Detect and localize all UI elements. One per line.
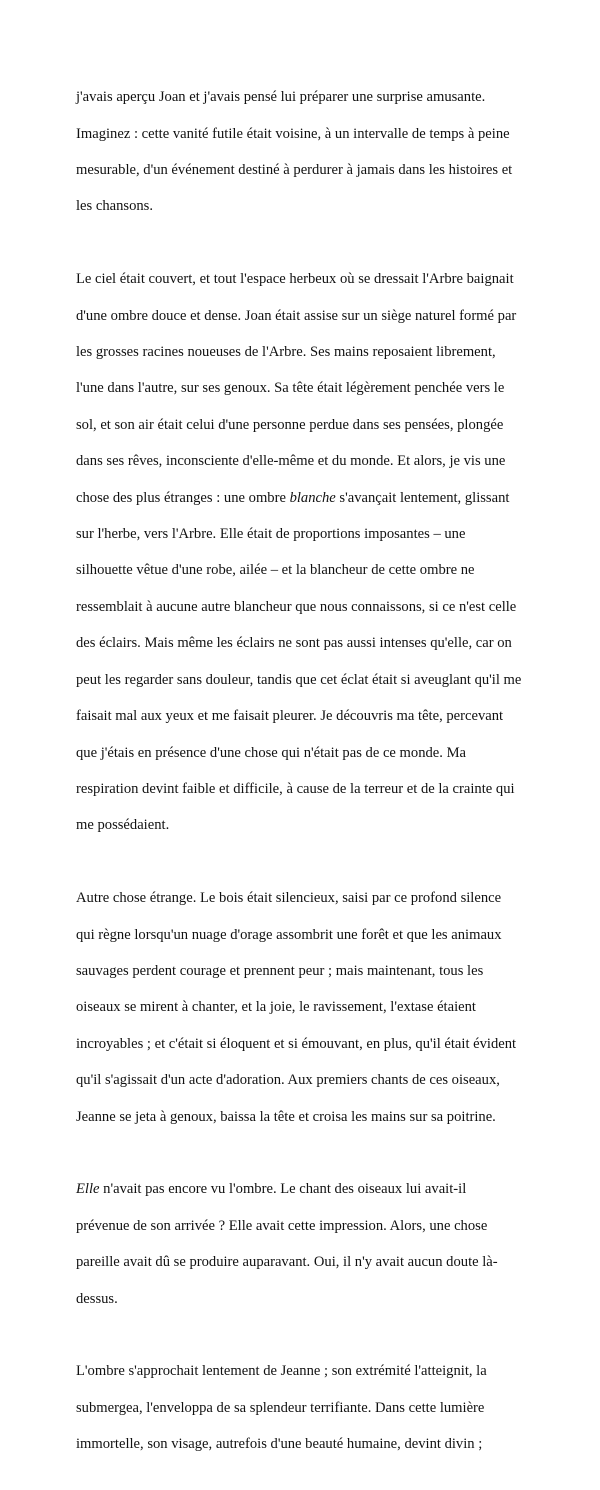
paragraph-2 (76, 252, 536, 853)
text-line: les chansons. (76, 198, 154, 215)
paragraph-4 (76, 1162, 536, 1326)
text-line: Le ciel était couvert, et tout l'espace herbeux où se dressait l'Arbre baignait (76, 271, 514, 288)
text-line: prévenue de son arrivée ? Elle avait cette impression. Alors, une chose (76, 1217, 488, 1234)
text-line: dessus. (76, 1290, 118, 1307)
text-line: des éclairs. Mais même les éclairs ne sont pas aussi intenses qu'elle, car on (76, 635, 512, 652)
text-line: sol, et son air était celui d'une personne perdue dans ses pensées, plongée (76, 416, 504, 433)
text-line: j'avais aperçu Joan et j'avais pensé lui préparer une surprise amusante. (76, 89, 486, 106)
text-line: dans ses rêves, inconsciente d'elle-même et du monde. Et alors, je vis une (76, 453, 506, 470)
text-line: Autre chose étrange. Le bois était silencieux, saisi par ce profond silence (76, 890, 502, 907)
text-line: faisait mal aux yeux et me faisait pleurer. Je découvris ma tête, percevant (76, 708, 504, 725)
text-line: les grosses racines noueuses de l'Arbre. Ses mains reposaient librement, (76, 344, 496, 361)
text-line: qu'il s'agissait d'un acte d'adoration. Aux premiers chants de ces oiseaux, (76, 1072, 500, 1089)
paragraph-5 (76, 1344, 536, 1471)
text-line: immortelle, son visage, autrefois d'une beauté humaine, devint divin ; (76, 1436, 483, 1453)
text-line: silhouette vêtue d'une robe, ailée – et la blancheur de cette ombre ne (76, 562, 475, 579)
text-line: l'une dans l'autre, sur ses genoux. Sa tête était légèrement penchée vers le (76, 380, 505, 397)
body-text (76, 70, 536, 1490)
text-line-with-italic (76, 489, 536, 507)
text-segment: chose des plus étranges : une ombre (76, 489, 290, 506)
text-line: que j'étais en présence d'une chose qui n'était pas de ce monde. Ma (76, 744, 467, 761)
italic-word: blanche (289, 489, 336, 506)
text-line: d'une ombre douce et dense. Joan était assise sur un siège naturel formé par (76, 307, 517, 324)
text-line: me possédaient. (76, 817, 170, 834)
text-line: qui règne lorsqu'un nuage d'orage assombrit une forêt et que les animaux (76, 926, 502, 943)
paragraph-1 (76, 70, 536, 234)
text-line: Imaginez : cette vanité futile était voisine, à un intervalle de temps à peine (76, 125, 510, 142)
text-line: L'ombre s'approchait lentement de Jeanne ; son extrémité l'atteignit, la (76, 1363, 487, 1380)
text-line: peut les regarder sans douleur, tandis que cet éclat était si aveuglant qu'il me (76, 671, 522, 688)
text-line-with-italic (76, 1180, 536, 1198)
text-line: respiration devint faible et difficile, à cause de la terreur et de la crainte qui (76, 780, 515, 797)
text-line: incroyables ; et c'était si éloquent et si émouvant, en plus, qu'il était évident (76, 1035, 517, 1052)
text-line: Jeanne se jeta à genoux, baissa la tête et croisa les mains sur sa poitrine. (76, 1108, 496, 1125)
text-line: ressemblait à aucune autre blancheur que nous connaissons, si ce n'est celle (76, 598, 517, 615)
text-line: oiseaux se mirent à chanter, et la joie, le ravissement, l'extase étaient (76, 999, 476, 1016)
italic-word: Elle (76, 1181, 100, 1198)
text-line: sur l'herbe, vers l'Arbre. Elle était de proportions imposantes – une (76, 526, 466, 543)
text-line: sauvages perdent courage et prennent peur ; mais maintenant, tous les (76, 962, 484, 979)
text-line: mesurable, d'un événement destiné à perdurer à jamais dans les histoires et (76, 162, 513, 179)
text-segment: s'avançait lentement, glissant (335, 489, 510, 506)
paragraph-3 (76, 871, 536, 1144)
text-line: pareille avait dû se produire auparavant. Oui, il n'y avait aucun doute là- (76, 1254, 498, 1271)
text-segment: n'avait pas encore vu l'ombre. Le chant des oiseaux lui avait-il (99, 1181, 467, 1198)
text-line: submergea, l'enveloppa de sa splendeur terrifiante. Dans cette lumière (76, 1399, 485, 1416)
